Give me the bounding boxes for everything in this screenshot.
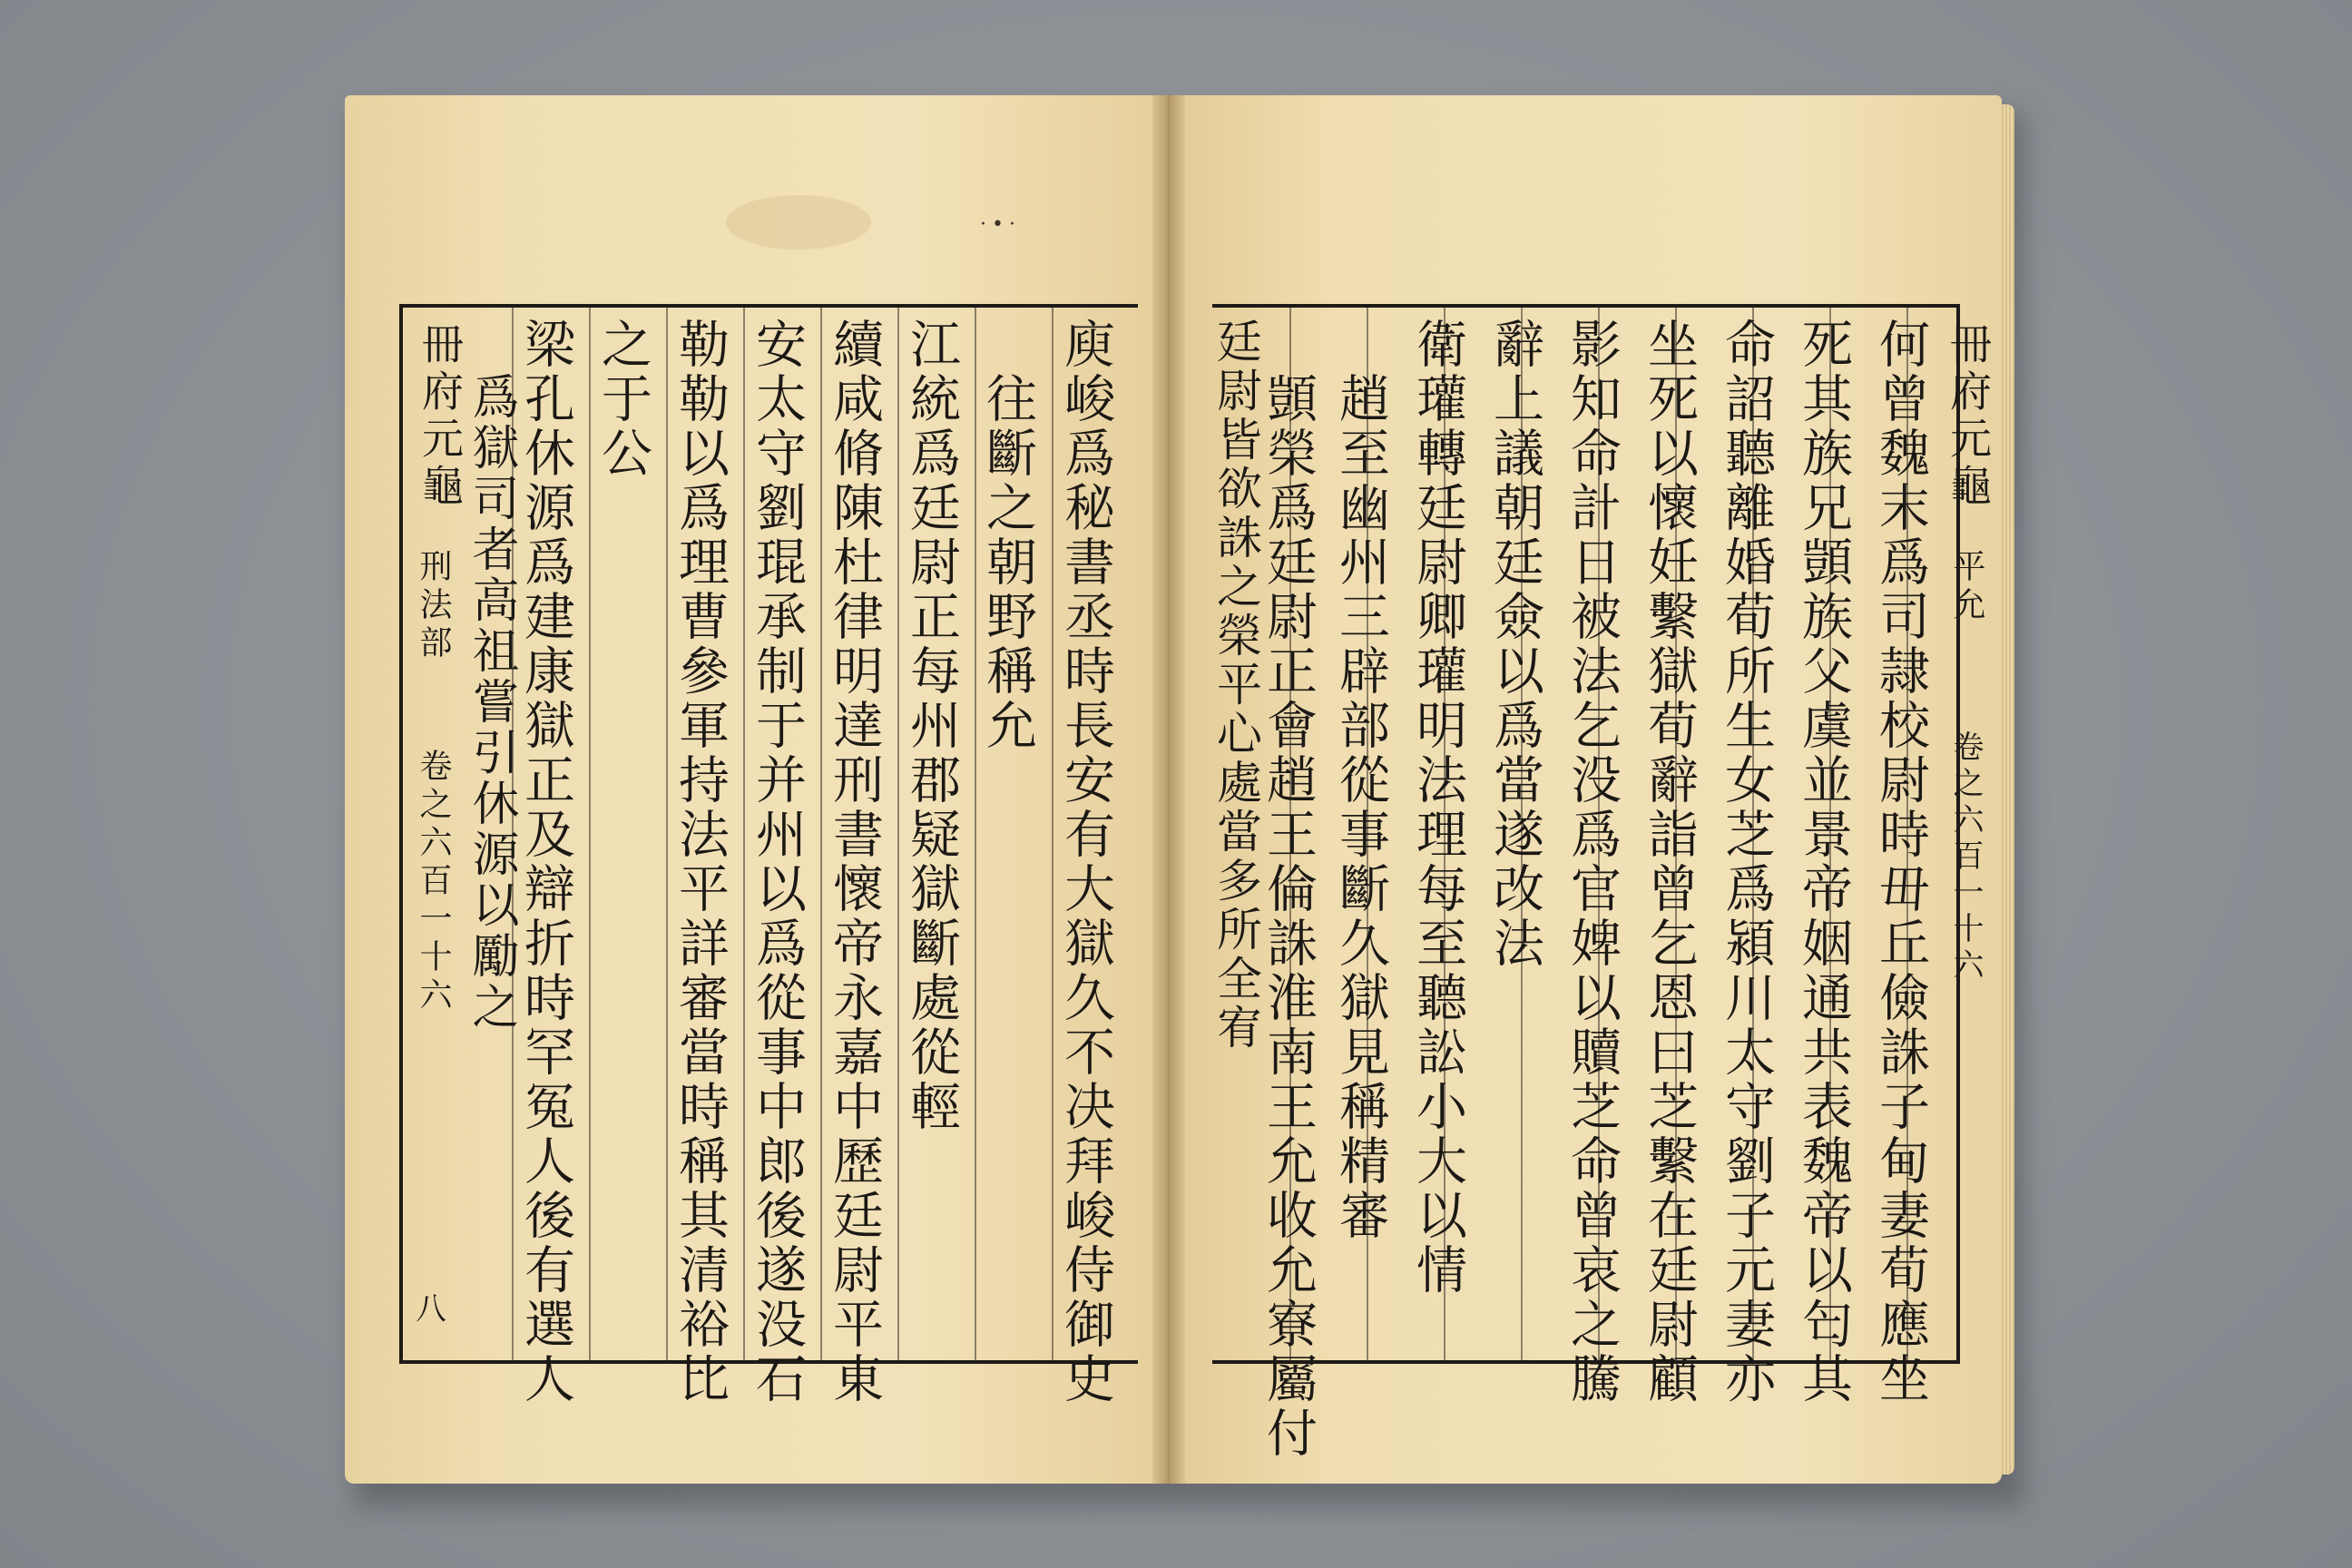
open-book [336, 86, 2019, 1497]
text-column: 衛瓘轉廷尉卿瓘明法理每至聽訟小大以情 [1408, 318, 1467, 1298]
text-column: 命詔聽離婚荀所生女芝爲潁川太守劉子元妻亦 [1717, 318, 1776, 1406]
column-rule [1052, 308, 1054, 1360]
text-column: 趙至幽州三辟部從事斷久獄見稱精審 [1331, 372, 1390, 1243]
paper-stain [726, 195, 871, 250]
text-column: 死其族兄顗族父虞並景帝姻通共表魏帝以匄其 [1794, 318, 1853, 1406]
margin-section: 刑法部 [415, 549, 452, 663]
column-rule [589, 308, 591, 1360]
text-column: 梁孔休源爲建康獄正及辯折時罕冤人後有選人 [516, 318, 575, 1406]
column-rule [897, 308, 899, 1360]
ink-speck: ·•· [980, 213, 1021, 236]
page-number: 八 [416, 1291, 446, 1328]
text-column: 坐死以懷妊繫獄荀辭詣曾乞恩曰芝繫在廷尉顧 [1640, 318, 1699, 1406]
text-column: 往斷之朝野稱允 [978, 372, 1037, 753]
text-column: 辭上議朝廷僉以爲當遂改法 [1485, 318, 1544, 971]
margin-book-title: 冊府元龜 [1944, 322, 1993, 511]
text-column: 顗榮爲廷尉正會趙王倫誅淮南王允收允寮屬付 [1259, 372, 1318, 1461]
column-rule [666, 308, 668, 1360]
text-column: 爲獄司者高祖嘗引休源以勵之 [464, 372, 518, 1033]
left-page [345, 95, 1161, 1484]
column-rule [820, 308, 822, 1360]
column-rule [743, 308, 745, 1360]
text-column: 庾峻爲秘書丞時長安有大獄久不决拜峻侍御史 [1056, 318, 1115, 1406]
margin-volume: 卷之六百一十六 [1947, 730, 1984, 985]
text-column: 影知命計日被法乞没爲官婢以贖芝命曾哀之騰 [1563, 318, 1622, 1406]
text-column: 安太守劉琨承制于并州以爲從事中郎後遂没石 [748, 318, 807, 1406]
text-column: 之于公 [593, 318, 652, 481]
margin-volume: 卷之六百一十六 [415, 749, 452, 1015]
text-column: 何曾魏末爲司隷校尉時毌丘儉誅子甸妻荀應坐 [1871, 318, 1930, 1406]
book-gutter [1152, 95, 1185, 1484]
right-page [1176, 95, 2002, 1484]
margin-book-title: 冊府元龜 [416, 322, 465, 511]
column-rule [975, 308, 976, 1360]
text-column: 廷尉皆欲誅之榮平心處當多所全宥 [1210, 318, 1262, 1053]
text-column: 勒勒以爲理曹參軍持法平詳審當時稱其清裕比 [671, 318, 730, 1406]
text-column: 江統爲廷尉正每州郡疑獄斷處從輕 [902, 318, 961, 1134]
margin-section: 平允 [1948, 549, 1985, 625]
text-column: 續咸脩陳杜律明達刑書懷帝永嘉中歷廷尉平東 [825, 318, 884, 1406]
